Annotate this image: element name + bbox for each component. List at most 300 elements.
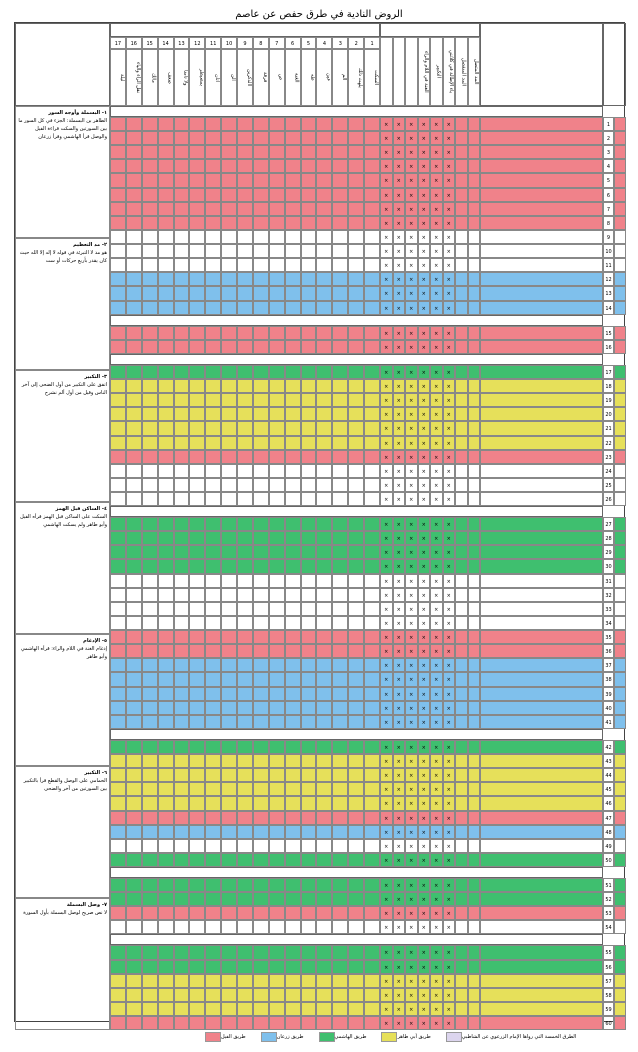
row-ayat-cell — [468, 768, 481, 782]
row-furush-cell — [316, 853, 332, 867]
row-ayat-cell — [468, 230, 481, 244]
row-ayat-cell: × — [380, 1002, 393, 1016]
row-furush-cell — [237, 602, 253, 616]
row-furush-cell — [110, 754, 126, 768]
row-tariq — [480, 244, 603, 258]
row-ayat-cell — [455, 492, 468, 506]
row-furush-cell — [142, 326, 158, 340]
row-color-cell — [614, 450, 626, 464]
row-furush-cell — [221, 630, 237, 644]
row-furush-cell — [301, 920, 317, 934]
row-tariq — [480, 754, 603, 768]
row-tariq — [480, 768, 603, 782]
row-furush-cell — [269, 988, 285, 1002]
row-ayat-cell — [468, 574, 481, 588]
row-ayat-cell: × — [380, 379, 393, 393]
row-furush-cell — [269, 945, 285, 959]
row-furush-cell — [332, 545, 348, 559]
row-furush-cell — [221, 545, 237, 559]
row-furush-cell — [205, 145, 221, 159]
row-furush-cell — [237, 531, 253, 545]
row-furush-cell — [221, 421, 237, 435]
row-furush-cell — [332, 131, 348, 145]
row-furush-cell — [348, 272, 364, 286]
row-number: 40 — [603, 701, 614, 715]
row-ayat-cell: × — [393, 960, 406, 974]
row-ayat-cell — [455, 244, 468, 258]
header-ayat-col — [405, 37, 418, 106]
row-furush-cell — [269, 202, 285, 216]
row-furush-cell — [142, 159, 158, 173]
row-furush-cell — [301, 188, 317, 202]
row-ayat-cell — [468, 545, 481, 559]
row-furush-cell — [316, 531, 332, 545]
row-furush-cell — [348, 616, 364, 630]
row-ayat-cell — [468, 301, 481, 315]
row-ayat-cell — [468, 892, 481, 906]
row-furush-cell — [316, 244, 332, 258]
row-furush-cell — [158, 230, 174, 244]
row-furush-cell — [253, 701, 269, 715]
row-furush-cell — [158, 811, 174, 825]
row-ayat-cell: × — [405, 715, 418, 729]
row-ayat-cell — [468, 244, 481, 258]
row-furush-cell — [221, 531, 237, 545]
row-furush-cell — [189, 602, 205, 616]
row-furush-cell — [285, 301, 301, 315]
legend-item — [316, 1032, 367, 1042]
row-ayat-cell: × — [405, 407, 418, 421]
row-furush-cell — [301, 145, 317, 159]
row-ayat-cell — [468, 715, 481, 729]
row-ayat-cell: × — [443, 768, 456, 782]
row-ayat-cell — [455, 892, 468, 906]
row-ayat-cell — [455, 811, 468, 825]
row-ayat-cell — [468, 145, 481, 159]
row-furush-cell — [142, 450, 158, 464]
row-ayat-cell: × — [393, 117, 406, 131]
row-furush-cell — [364, 450, 380, 464]
row-ayat-cell — [455, 258, 468, 272]
row-furush-cell — [142, 672, 158, 686]
row-furush-cell — [126, 216, 142, 230]
row-furush-cell — [332, 117, 348, 131]
row-color-cell — [614, 796, 626, 810]
row-furush-cell — [126, 658, 142, 672]
row-furush-cell — [221, 687, 237, 701]
row-furush-cell — [205, 974, 221, 988]
row-ayat-cell: × — [380, 173, 393, 187]
row-furush-cell — [364, 216, 380, 230]
row-furush-cell — [348, 464, 364, 478]
row-ayat-cell: × — [418, 545, 431, 559]
row-furush-cell — [253, 825, 269, 839]
row-ayat-cell — [455, 117, 468, 131]
header-ayat-col: ياء الإطالة في كلاتني — [443, 37, 456, 106]
row-ayat-cell: × — [380, 974, 393, 988]
row-tariq — [480, 892, 603, 906]
row-furush-cell — [348, 960, 364, 974]
row-furush-cell — [237, 159, 253, 173]
row-furush-cell — [158, 436, 174, 450]
row-color-cell — [614, 159, 626, 173]
row-ayat-cell — [468, 878, 481, 892]
row-color-cell — [614, 365, 626, 379]
row-furush-cell — [348, 173, 364, 187]
row-tariq — [480, 853, 603, 867]
row-furush-cell — [221, 492, 237, 506]
header-furush-col: ليلة — [110, 49, 126, 106]
row-number: 10 — [603, 244, 614, 258]
row-tariq — [480, 117, 603, 131]
row-ayat-cell: × — [443, 517, 456, 531]
row-furush-cell — [205, 117, 221, 131]
row-ayat-cell: × — [393, 545, 406, 559]
row-tariq — [480, 588, 603, 602]
row-tariq — [480, 286, 603, 300]
row-ayat-cell — [468, 117, 481, 131]
row-ayat-cell: × — [443, 754, 456, 768]
row-furush-cell — [332, 421, 348, 435]
row-color-cell — [614, 906, 626, 920]
row-furush-cell — [158, 630, 174, 644]
note-body: اتفق على التكبير من أول الضحى إلى آخر الناس وقيل من أول ألم نشرح — [21, 382, 107, 397]
row-ayat-cell: × — [405, 188, 418, 202]
row-ayat-cell — [455, 421, 468, 435]
row-furush-cell — [332, 478, 348, 492]
row-ayat-cell: × — [393, 616, 406, 630]
row-tariq — [480, 602, 603, 616]
row-furush-cell — [205, 892, 221, 906]
row-number: 18 — [603, 379, 614, 393]
row-ayat-cell: × — [405, 545, 418, 559]
row-furush-cell — [158, 1002, 174, 1016]
row-ayat-cell: × — [393, 920, 406, 934]
row-number: 4 — [603, 159, 614, 173]
row-furush-cell — [110, 301, 126, 315]
row-ayat-cell: × — [430, 258, 443, 272]
row-furush-cell — [189, 906, 205, 920]
row-furush-cell — [205, 436, 221, 450]
row-furush-cell — [189, 701, 205, 715]
row-ayat-cell: × — [380, 286, 393, 300]
row-ayat-cell: × — [405, 230, 418, 244]
row-ayat-cell: × — [443, 478, 456, 492]
row-furush-cell — [221, 450, 237, 464]
row-furush-cell — [142, 145, 158, 159]
row-furush-cell — [110, 960, 126, 974]
row-furush-cell — [158, 131, 174, 145]
row-furush-cell — [174, 825, 190, 839]
row-furush-cell — [174, 796, 190, 810]
row-furush-cell — [316, 216, 332, 230]
row-ayat-cell: × — [418, 1016, 431, 1030]
row-furush-cell — [221, 825, 237, 839]
row-furush-cell — [316, 1002, 332, 1016]
row-furush-cell — [174, 588, 190, 602]
row-furush-cell — [221, 644, 237, 658]
row-furush-cell — [110, 616, 126, 630]
row-ayat-cell: × — [430, 616, 443, 630]
row-furush-cell — [158, 616, 174, 630]
row-furush-cell — [189, 892, 205, 906]
row-tariq — [480, 701, 603, 715]
row-furush-cell — [174, 768, 190, 782]
row-furush-cell — [316, 117, 332, 131]
row-ayat-cell: × — [443, 407, 456, 421]
row-ayat-cell — [468, 379, 481, 393]
row-furush-cell — [142, 464, 158, 478]
row-furush-cell — [221, 740, 237, 754]
row-furush-cell — [285, 796, 301, 810]
row-furush-cell — [237, 545, 253, 559]
row-ayat-cell: × — [418, 853, 431, 867]
row-furush-cell — [332, 754, 348, 768]
header-furush-num: 2 — [348, 37, 364, 49]
row-ayat-cell — [468, 796, 481, 810]
row-furush-cell — [221, 379, 237, 393]
row-furush-cell — [301, 658, 317, 672]
row-ayat-cell: × — [405, 740, 418, 754]
row-furush-cell — [285, 258, 301, 272]
row-furush-cell — [332, 365, 348, 379]
row-furush-cell — [269, 117, 285, 131]
row-ayat-cell: × — [393, 1016, 406, 1030]
row-furush-cell — [285, 878, 301, 892]
row-number: 9 — [603, 230, 614, 244]
row-ayat-cell: × — [393, 326, 406, 340]
row-furush-cell — [332, 230, 348, 244]
row-furush-cell — [348, 421, 364, 435]
row-furush-cell — [285, 672, 301, 686]
row-ayat-cell — [468, 393, 481, 407]
row-ayat-cell: × — [418, 616, 431, 630]
row-furush-cell — [253, 740, 269, 754]
row-furush-cell — [301, 574, 317, 588]
row-tariq — [480, 920, 603, 934]
row-number: 50 — [603, 853, 614, 867]
row-ayat-cell: × — [443, 672, 456, 686]
row-furush-cell — [174, 436, 190, 450]
row-furush-cell — [253, 326, 269, 340]
row-furush-cell — [348, 796, 364, 810]
row-tariq — [480, 202, 603, 216]
row-ayat-cell — [468, 853, 481, 867]
row-ayat-cell: × — [443, 326, 456, 340]
row-furush-cell — [301, 464, 317, 478]
row-furush-cell — [269, 559, 285, 573]
row-ayat-cell: × — [418, 326, 431, 340]
row-ayat-cell: × — [405, 173, 418, 187]
row-furush-cell — [110, 230, 126, 244]
row-furush-cell — [189, 188, 205, 202]
row-furush-cell — [174, 644, 190, 658]
row-furush-cell — [301, 1002, 317, 1016]
row-ayat-cell: × — [418, 188, 431, 202]
row-ayat-cell: × — [380, 920, 393, 934]
row-ayat-cell: × — [418, 517, 431, 531]
row-furush-cell — [269, 588, 285, 602]
row-furush-cell — [189, 878, 205, 892]
row-furush-cell — [285, 839, 301, 853]
row-furush-cell — [269, 393, 285, 407]
row-furush-cell — [189, 421, 205, 435]
legend-label: طريق الهاشمي — [334, 1034, 367, 1040]
row-ayat-cell: × — [393, 945, 406, 959]
row-tariq — [480, 258, 603, 272]
row-ayat-cell: × — [418, 559, 431, 573]
row-furush-cell — [205, 131, 221, 145]
row-ayat-cell: × — [443, 492, 456, 506]
row-furush-cell — [126, 768, 142, 782]
row-color-cell — [614, 574, 626, 588]
row-furush-cell — [364, 301, 380, 315]
row-ayat-cell: × — [443, 715, 456, 729]
row-ayat-cell: × — [393, 782, 406, 796]
row-furush-cell — [332, 630, 348, 644]
row-ayat-cell — [455, 630, 468, 644]
row-furush-cell — [301, 754, 317, 768]
row-furush-cell — [253, 478, 269, 492]
row-furush-cell — [269, 340, 285, 354]
row-furush-cell — [237, 715, 253, 729]
row-ayat-cell — [468, 559, 481, 573]
row-number: 27 — [603, 517, 614, 531]
row-ayat-cell: × — [418, 602, 431, 616]
row-furush-cell — [332, 326, 348, 340]
row-ayat-cell: × — [380, 644, 393, 658]
row-furush-cell — [348, 588, 364, 602]
row-ayat-cell: × — [393, 644, 406, 658]
row-number: 5 — [603, 173, 614, 187]
row-furush-cell — [158, 825, 174, 839]
row-furush-cell — [221, 464, 237, 478]
row-color-cell — [614, 340, 626, 354]
row-ayat-cell: × — [443, 117, 456, 131]
row-furush-cell — [126, 202, 142, 216]
row-furush-cell — [189, 740, 205, 754]
row-furush-cell — [142, 920, 158, 934]
row-ayat-cell: × — [380, 630, 393, 644]
row-furush-cell — [316, 173, 332, 187]
row-color-cell — [614, 644, 626, 658]
row-furush-cell — [364, 892, 380, 906]
row-ayat-cell: × — [418, 202, 431, 216]
row-ayat-cell: × — [405, 326, 418, 340]
row-furush-cell — [269, 436, 285, 450]
row-furush-cell — [285, 117, 301, 131]
row-furush-cell — [269, 464, 285, 478]
row-furush-cell — [110, 1016, 126, 1030]
row-furush-cell — [126, 1016, 142, 1030]
row-furush-cell — [158, 301, 174, 315]
row-ayat-cell: × — [380, 853, 393, 867]
row-furush-cell — [316, 602, 332, 616]
row-ayat-cell: × — [430, 974, 443, 988]
row-furush-cell — [142, 492, 158, 506]
row-furush-cell — [348, 574, 364, 588]
row-furush-cell — [221, 365, 237, 379]
page-title: الروض النادية في طرق حفص عن عاصم — [235, 9, 403, 20]
row-furush-cell — [110, 588, 126, 602]
row-furush-cell — [364, 340, 380, 354]
row-ayat-cell — [455, 464, 468, 478]
header-ayat-col: المد المنفصل — [455, 37, 468, 106]
row-furush-cell — [332, 301, 348, 315]
row-ayat-cell: × — [380, 272, 393, 286]
row-ayat-cell — [455, 286, 468, 300]
row-furush-cell — [126, 173, 142, 187]
row-ayat-cell: × — [405, 658, 418, 672]
row-ayat-cell: × — [405, 687, 418, 701]
row-number: 30 — [603, 559, 614, 573]
row-furush-cell — [301, 974, 317, 988]
row-ayat-cell: × — [393, 301, 406, 315]
row-furush-cell — [110, 974, 126, 988]
row-furush-cell — [189, 531, 205, 545]
row-tariq — [480, 436, 603, 450]
row-furush-cell — [205, 379, 221, 393]
row-ayat-cell — [468, 644, 481, 658]
row-ayat-cell: × — [393, 421, 406, 435]
row-furush-cell — [189, 244, 205, 258]
row-tariq — [480, 687, 603, 701]
row-furush-cell — [332, 672, 348, 686]
row-furush-cell — [205, 878, 221, 892]
row-color-cell — [614, 892, 626, 906]
row-ayat-cell: × — [443, 340, 456, 354]
row-number: 23 — [603, 450, 614, 464]
row-furush-cell — [269, 878, 285, 892]
row-furush-cell — [110, 478, 126, 492]
row-tariq — [480, 945, 603, 959]
row-ayat-cell — [455, 782, 468, 796]
row-furush-cell — [110, 464, 126, 478]
row-furush-cell — [364, 545, 380, 559]
row-number: 55 — [603, 945, 614, 959]
row-ayat-cell: × — [443, 687, 456, 701]
row-furush-cell — [174, 202, 190, 216]
row-furush-cell — [285, 517, 301, 531]
row-furush-cell — [189, 616, 205, 630]
row-ayat-cell — [455, 839, 468, 853]
row-ayat-cell: × — [393, 450, 406, 464]
row-ayat-cell: × — [393, 740, 406, 754]
row-ayat-cell: × — [430, 839, 443, 853]
row-ayat-cell: × — [443, 974, 456, 988]
row-furush-cell — [348, 644, 364, 658]
row-ayat-cell: × — [430, 945, 443, 959]
row-furush-cell — [332, 796, 348, 810]
row-furush-cell — [205, 258, 221, 272]
row-furush-cell — [142, 602, 158, 616]
row-furush-cell — [142, 393, 158, 407]
row-ayat-cell: × — [430, 740, 443, 754]
row-ayat-cell: × — [380, 464, 393, 478]
row-furush-cell — [332, 258, 348, 272]
note-body: الطاهر بن البسملة: الجزء في كل السور ما بين السورتين والسكت قراءة الفيل والوصل قرأ الهاشمي وقرأ زرعان — [18, 118, 107, 140]
row-furush-cell — [189, 117, 205, 131]
row-furush-cell — [221, 754, 237, 768]
row-ayat-cell: × — [430, 920, 443, 934]
row-furush-cell — [158, 531, 174, 545]
row-furush-cell — [253, 811, 269, 825]
row-tariq — [480, 326, 603, 340]
row-ayat-cell — [455, 131, 468, 145]
row-ayat-cell: × — [405, 768, 418, 782]
row-furush-cell — [174, 811, 190, 825]
row-ayat-cell: × — [443, 602, 456, 616]
